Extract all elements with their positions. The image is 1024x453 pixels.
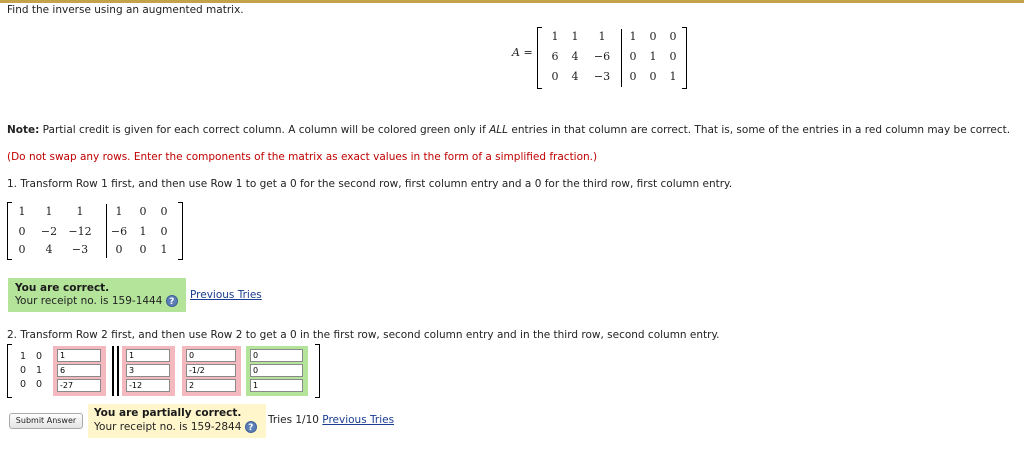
matrix-a-left-r2c2: 4 bbox=[571, 50, 579, 63]
matrix-a-left-r1c3: 1 bbox=[598, 30, 606, 43]
step1-right-r1c3: 0 bbox=[160, 205, 168, 218]
note-text-1: Partial credit is given for each correct column. A column will be colored green only if bbox=[39, 124, 490, 136]
answer-left-bracket bbox=[7, 344, 12, 398]
step1-left-r1c2: 1 bbox=[45, 205, 53, 218]
submit-answer-button[interactable]: Submit Answer bbox=[9, 413, 83, 429]
input-r3c4[interactable]: -12 bbox=[126, 379, 170, 392]
step1-left-r1c1: 1 bbox=[18, 205, 26, 218]
input-r3c5[interactable]: 2 bbox=[186, 379, 236, 392]
step1-receipt bbox=[15, 295, 178, 307]
step1-right-r2c1: −6 bbox=[110, 225, 128, 238]
question-text: Find the inverse using an augmented matrix. bbox=[7, 4, 244, 16]
fixed-r1c2: 0 bbox=[36, 351, 43, 362]
step1-right-r3c3: 1 bbox=[160, 243, 168, 256]
matrix-a-right-r2c3: 0 bbox=[669, 50, 677, 63]
question-circle-icon[interactable]: ? bbox=[245, 421, 257, 433]
matrix-a-left-r2c1: 6 bbox=[551, 50, 559, 63]
step1-right-r2c2: 1 bbox=[139, 225, 147, 238]
step1-right-r3c1: 0 bbox=[115, 243, 123, 256]
matrix-a-left-r3c2: 4 bbox=[571, 70, 579, 83]
note-bold: Note: bbox=[7, 124, 40, 136]
input-r3c6[interactable]: 1 bbox=[250, 379, 303, 392]
matrix-a-right-r3c2: 0 bbox=[649, 70, 657, 83]
step1-previous-tries-link[interactable]: Previous Tries bbox=[190, 289, 262, 301]
input-r2c6[interactable]: 0 bbox=[250, 364, 303, 377]
top-border bbox=[0, 0, 1024, 3]
step1-right-r2c3: 0 bbox=[160, 225, 168, 238]
matrix-a-right-r2c2: 1 bbox=[649, 50, 657, 63]
step1-right-r1c1: 1 bbox=[115, 205, 123, 218]
step1-text: 1. Transform Row 1 first, and then use Row 1 to get a 0 for the second row, first column entry and a 0 for the third row, first column entry. bbox=[7, 178, 733, 190]
matrix-a-right-r1c3: 0 bbox=[669, 30, 677, 43]
note-all-word: ALL bbox=[489, 124, 509, 136]
partial-credit-note bbox=[7, 124, 1010, 136]
input-r1c3[interactable]: 1 bbox=[57, 349, 101, 362]
step1-left-r1c3: 1 bbox=[76, 205, 84, 218]
step1-left-r2c2: −2 bbox=[40, 225, 58, 238]
step1-left-r2c3: −12 bbox=[68, 225, 92, 238]
step2-feedback bbox=[88, 404, 266, 438]
step2-tries bbox=[268, 414, 394, 426]
input-r1c5[interactable]: 0 bbox=[186, 349, 236, 362]
matrix-a-right-r3c3: 1 bbox=[669, 70, 677, 83]
step2-receipt bbox=[94, 421, 257, 433]
input-r2c5[interactable]: -1/2 bbox=[186, 364, 236, 377]
matrix-a-left-r1c1: 1 bbox=[551, 30, 559, 43]
note-text-2: entries in that column are correct. That is, some of the entries in a red column may be correct. bbox=[508, 124, 1011, 136]
matrix-a-label: A = bbox=[512, 46, 533, 59]
input-r1c6[interactable]: 0 bbox=[250, 349, 303, 362]
step1-left-r3c3: −3 bbox=[71, 243, 89, 256]
fixed-r3c1: 0 bbox=[20, 379, 27, 390]
matrix-a-right-r3c1: 0 bbox=[629, 70, 637, 83]
step1-matrix bbox=[7, 202, 183, 260]
matrix-a-left-r3c1: 0 bbox=[551, 70, 559, 83]
instruction-text: (Do not swap any rows. Enter the components of the matrix as exact values in the form of a simplified fraction.) bbox=[7, 151, 598, 163]
step1-feedback bbox=[8, 278, 186, 312]
step1-right-r3c2: 0 bbox=[139, 243, 147, 256]
matrix-a-left-r2c3: −6 bbox=[593, 50, 611, 63]
tries-count: Tries 1/10 bbox=[268, 414, 319, 426]
fixed-r3c2: 0 bbox=[36, 379, 43, 390]
input-r1c4[interactable]: 1 bbox=[126, 349, 170, 362]
input-r2c4[interactable]: 3 bbox=[126, 364, 170, 377]
augment-divider-2 bbox=[117, 346, 119, 396]
step1-feedback-title: You are correct. bbox=[15, 282, 110, 294]
input-r3c3[interactable]: -27 bbox=[57, 379, 101, 392]
step2-receipt-text: Your receipt no. is 159-2844 bbox=[94, 421, 242, 433]
matrix-a-right-r1c2: 0 bbox=[649, 30, 657, 43]
step1-left-r3c2: 4 bbox=[45, 243, 53, 256]
step1-receipt-text: Your receipt no. is 159-1444 bbox=[15, 295, 163, 307]
fixed-r2c2: 1 bbox=[36, 365, 43, 376]
question-circle-icon[interactable]: ? bbox=[166, 295, 178, 307]
matrix-a-right-r1c1: 1 bbox=[629, 30, 637, 43]
matrix-a bbox=[537, 27, 687, 89]
input-r2c3[interactable]: 6 bbox=[57, 364, 101, 377]
step1-left-r2c1: 0 bbox=[18, 225, 26, 238]
matrix-a-right-r2c1: 0 bbox=[629, 50, 637, 63]
answer-right-bracket bbox=[315, 344, 320, 398]
matrix-a-left-r3c3: −3 bbox=[593, 70, 611, 83]
augment-divider-1 bbox=[112, 346, 114, 396]
fixed-r1c1: 1 bbox=[20, 351, 27, 362]
step2-previous-tries-link[interactable]: Previous Tries bbox=[322, 414, 395, 426]
step2-feedback-title: You are partially correct. bbox=[94, 407, 242, 419]
step2-text: 2. Transform Row 2 first, and then use Row 2 to get a 0 in the first row, second column entry and in the third row, second column entry. bbox=[7, 329, 720, 341]
matrix-a-left-r1c2: 1 bbox=[571, 30, 579, 43]
step1-left-r3c1: 0 bbox=[18, 243, 26, 256]
step1-right-r1c2: 0 bbox=[139, 205, 147, 218]
fixed-r2c1: 0 bbox=[20, 365, 27, 376]
